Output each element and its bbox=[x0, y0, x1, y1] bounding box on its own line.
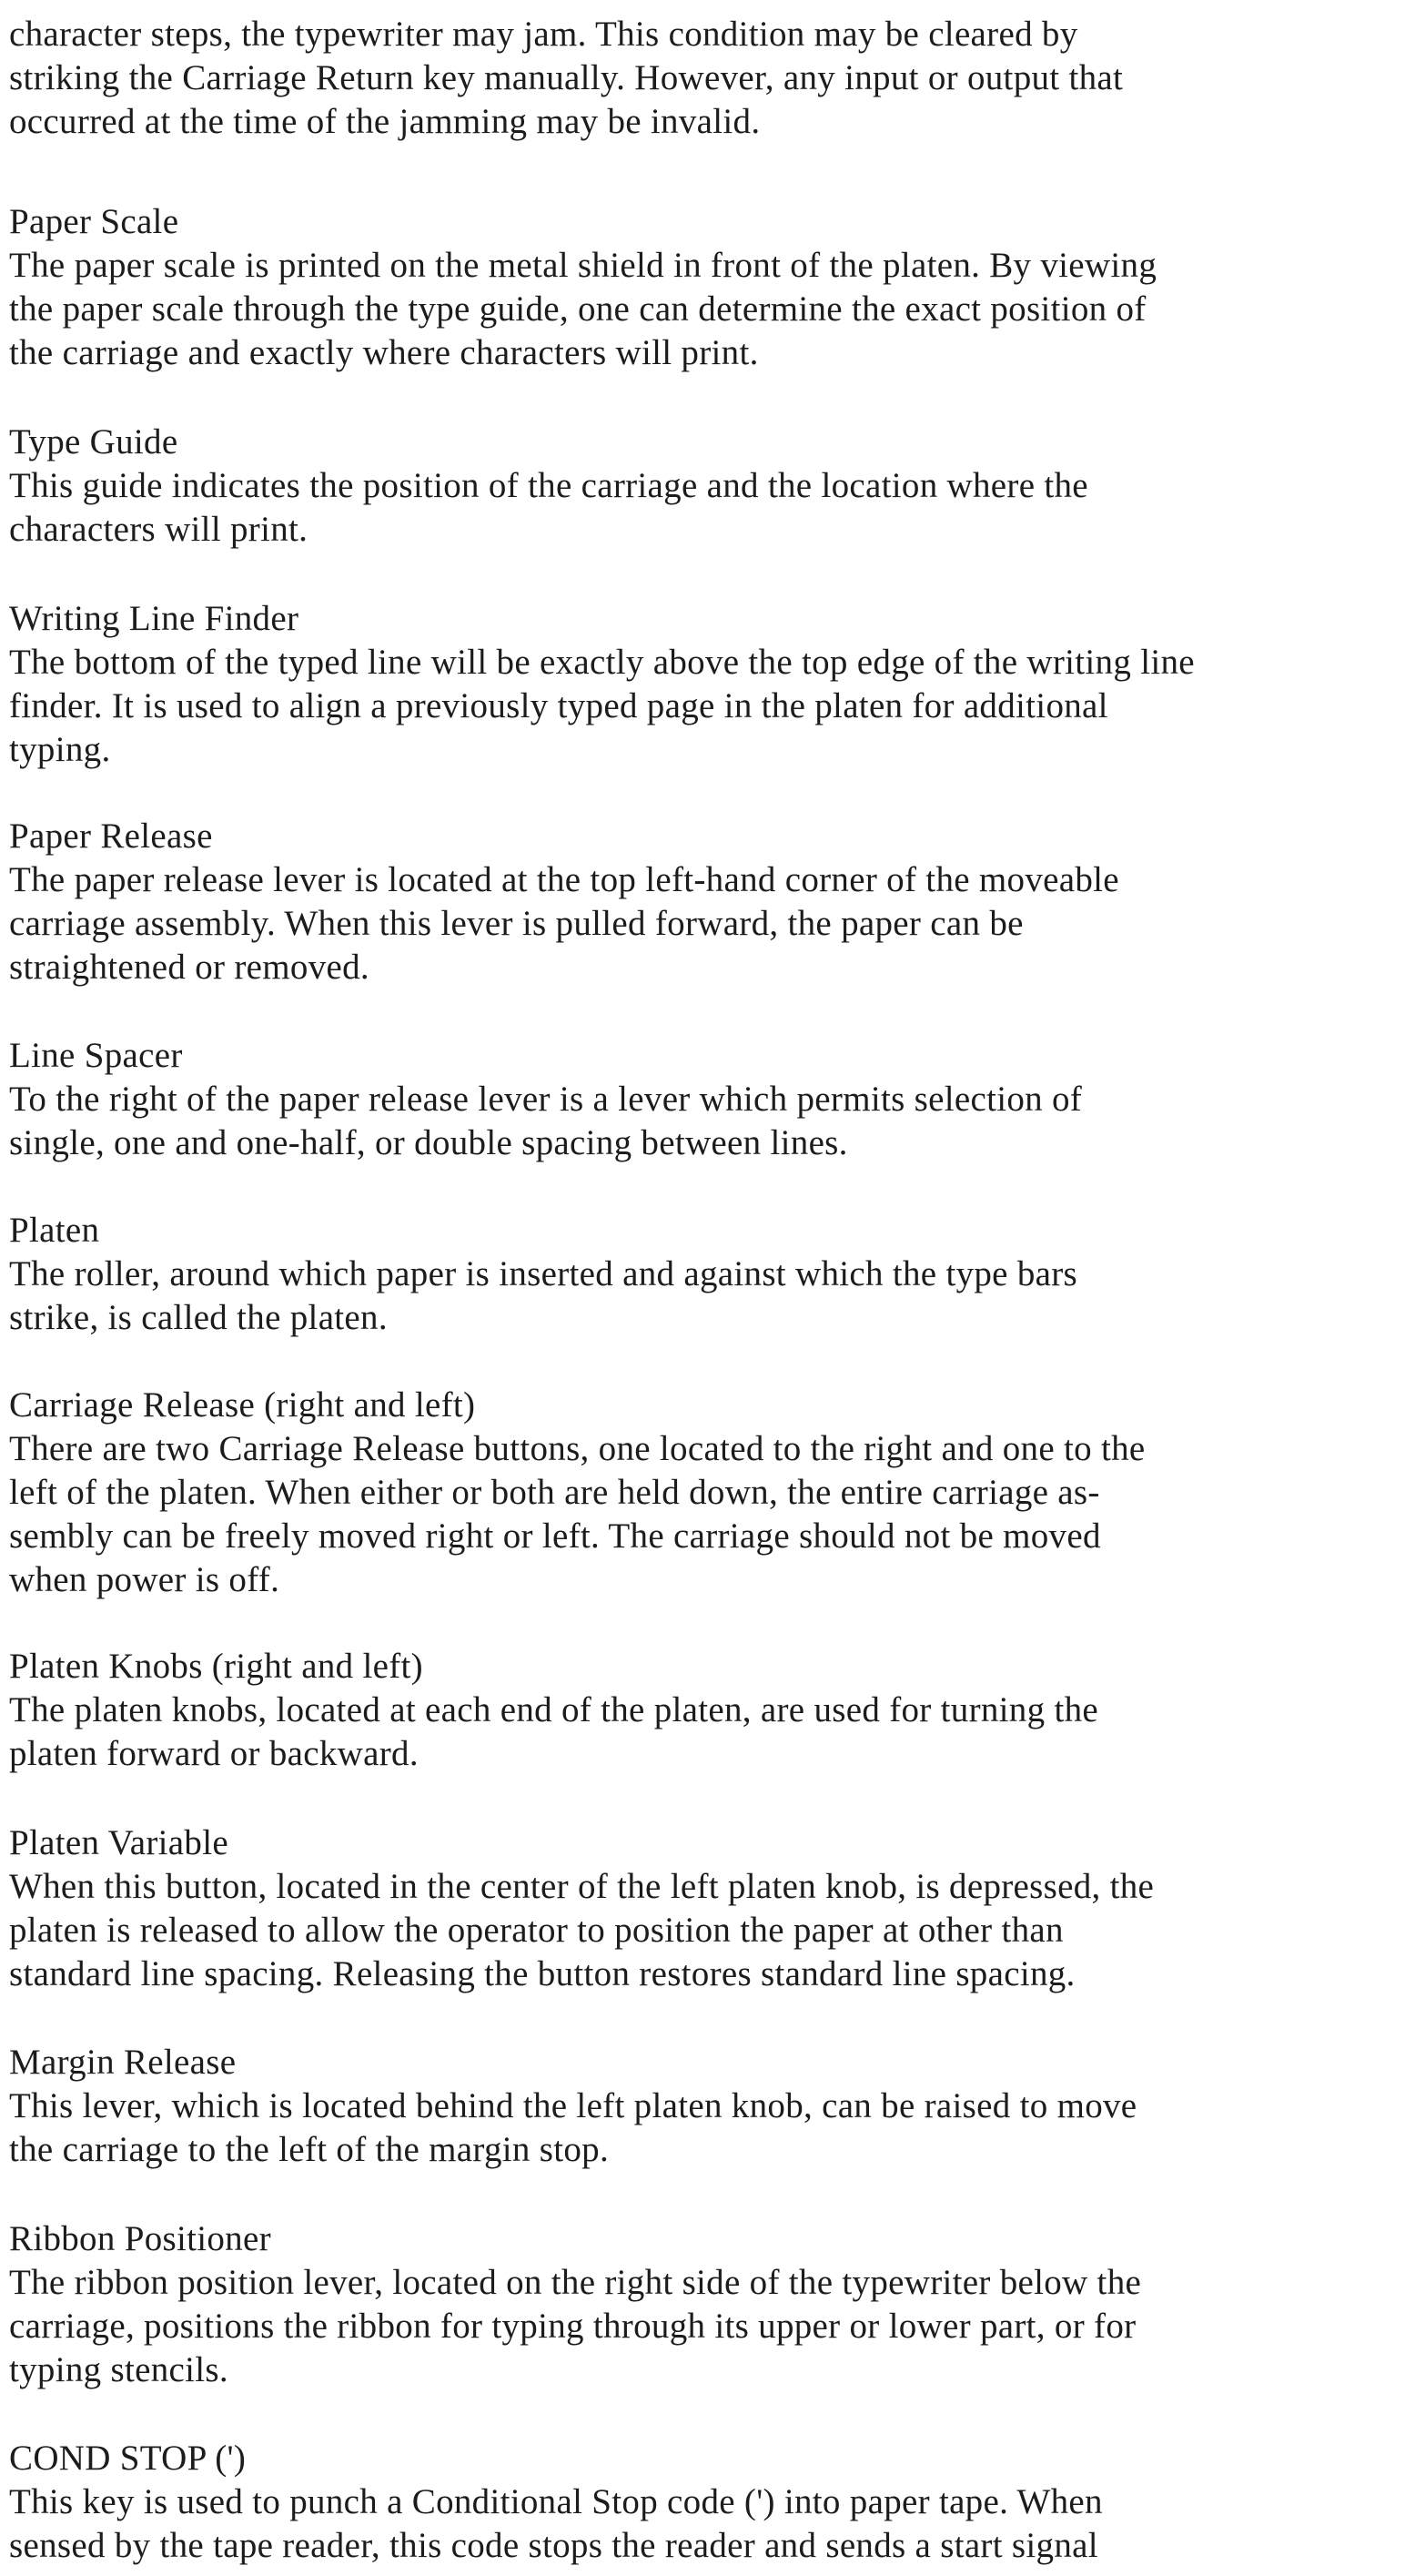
paragraph-line: The paper release lever is located at the top left-hand corner of the moveable bbox=[9, 860, 1119, 899]
paragraph-line: left of the platen. When either or both are held down, the entire carriage as- bbox=[9, 1473, 1100, 1512]
section-heading: Type Guide bbox=[9, 422, 178, 461]
paragraph-line: straightened or removed. bbox=[9, 948, 369, 987]
section-carriage-release bbox=[9, 1384, 1410, 1602]
paragraph-line: the paper scale through the type guide, one can determine the exact position of bbox=[9, 289, 1147, 329]
paragraph-line: When this button, located in the center of the left platen knob, is depressed, the bbox=[9, 1867, 1155, 1906]
section-heading: Platen bbox=[9, 1211, 100, 1250]
paragraph-line: sensed by the tape reader, this code stops the reader and sends a start signal bbox=[9, 2526, 1098, 2565]
paragraph-line: carriage, positions the ribbon for typing through its upper or lower part, or for bbox=[9, 2307, 1137, 2346]
section-line-spacer bbox=[9, 1034, 1410, 1165]
section-type-guide bbox=[9, 421, 1410, 552]
paragraph-line: This lever, which is located behind the left platen knob, can be raised to move bbox=[9, 2086, 1137, 2125]
paragraph-line: sembly can be freely moved right or left. The carriage should not be moved bbox=[9, 1516, 1101, 1556]
paragraph-line: This guide indicates the position of the carriage and the location where the bbox=[9, 466, 1088, 505]
section-cond-stop bbox=[9, 2437, 1410, 2568]
section-heading: Paper Scale bbox=[9, 202, 179, 241]
paragraph-line: typing stencils. bbox=[9, 2350, 228, 2389]
section-heading: Ribbon Positioner bbox=[9, 2219, 271, 2258]
section-paper-release bbox=[9, 815, 1410, 989]
paragraph-line: finder. It is used to align a previously typed page in the platen for additional bbox=[9, 686, 1108, 725]
paragraph-line: strike, is called the platen. bbox=[9, 1298, 388, 1337]
section-heading: Writing Line Finder bbox=[9, 599, 299, 638]
section-heading: COND STOP (') bbox=[9, 2439, 247, 2478]
paragraph-line: single, one and one-half, or double spacing between lines. bbox=[9, 1123, 848, 1162]
paragraph-line: occurred at the time of the jamming may be invalid. bbox=[9, 102, 761, 141]
paragraph-line: characters will print. bbox=[9, 510, 308, 549]
paragraph-line: This key is used to punch a Conditional Stop code (') into paper tape. When bbox=[9, 2482, 1103, 2521]
paragraph-line: To the right of the paper release lever is a lever which permits selection of bbox=[9, 1080, 1083, 1119]
paragraph-line: the carriage and exactly where characters will print. bbox=[9, 333, 759, 372]
paragraph-line: The platen knobs, located at each end of the platen, are used for turning the bbox=[9, 1690, 1098, 1729]
section-heading: Line Spacer bbox=[9, 1036, 183, 1075]
paragraph-line: platen forward or backward. bbox=[9, 1734, 419, 1773]
paragraph-line: platen is released to allow the operator to position the paper at other than bbox=[9, 1911, 1064, 1950]
paragraph-line: character steps, the typewriter may jam. This condition may be cleared by bbox=[9, 15, 1078, 54]
section-writing-line-finder bbox=[9, 597, 1410, 772]
paragraph-line: The bottom of the typed line will be exactly above the top edge of the writing line bbox=[9, 643, 1195, 682]
paragraph-line: The roller, around which paper is inserted and against which the type bars bbox=[9, 1254, 1078, 1293]
section-heading: Paper Release bbox=[9, 816, 213, 856]
section-ribbon-positioner bbox=[9, 2217, 1410, 2392]
paragraph-line: standard line spacing. Releasing the button restores standard line spacing. bbox=[9, 1954, 1076, 1993]
section-paper-scale bbox=[9, 200, 1410, 375]
paragraph-line: striking the Carriage Return key manually. However, any input or output that bbox=[9, 58, 1124, 97]
section-heading: Platen Knobs (right and left) bbox=[9, 1647, 423, 1686]
paragraph-line: The paper scale is printed on the metal shield in front of the platen. By viewing bbox=[9, 246, 1157, 285]
section-platen-variable bbox=[9, 1821, 1410, 1996]
paragraph-line: typing. bbox=[9, 730, 111, 769]
paragraph-line: The ribbon position lever, located on the right side of the typewriter below the bbox=[9, 2263, 1142, 2302]
paragraph-line: the carriage to the left of the margin stop. bbox=[9, 2130, 610, 2169]
paragraph-line: carriage assembly. When this lever is pulled forward, the paper can be bbox=[9, 904, 1024, 943]
section-platen-knobs bbox=[9, 1645, 1410, 1776]
section-heading: Carriage Release (right and left) bbox=[9, 1385, 476, 1425]
intro-paragraph bbox=[9, 13, 1410, 144]
paragraph-line: when power is off. bbox=[9, 1560, 280, 1599]
section-heading: Platen Variable bbox=[9, 1823, 228, 1862]
section-margin-release bbox=[9, 2041, 1410, 2172]
section-platen bbox=[9, 1209, 1410, 1340]
section-heading: Margin Release bbox=[9, 2043, 237, 2082]
paragraph-line: There are two Carriage Release buttons, one located to the right and one to the bbox=[9, 1429, 1146, 1468]
